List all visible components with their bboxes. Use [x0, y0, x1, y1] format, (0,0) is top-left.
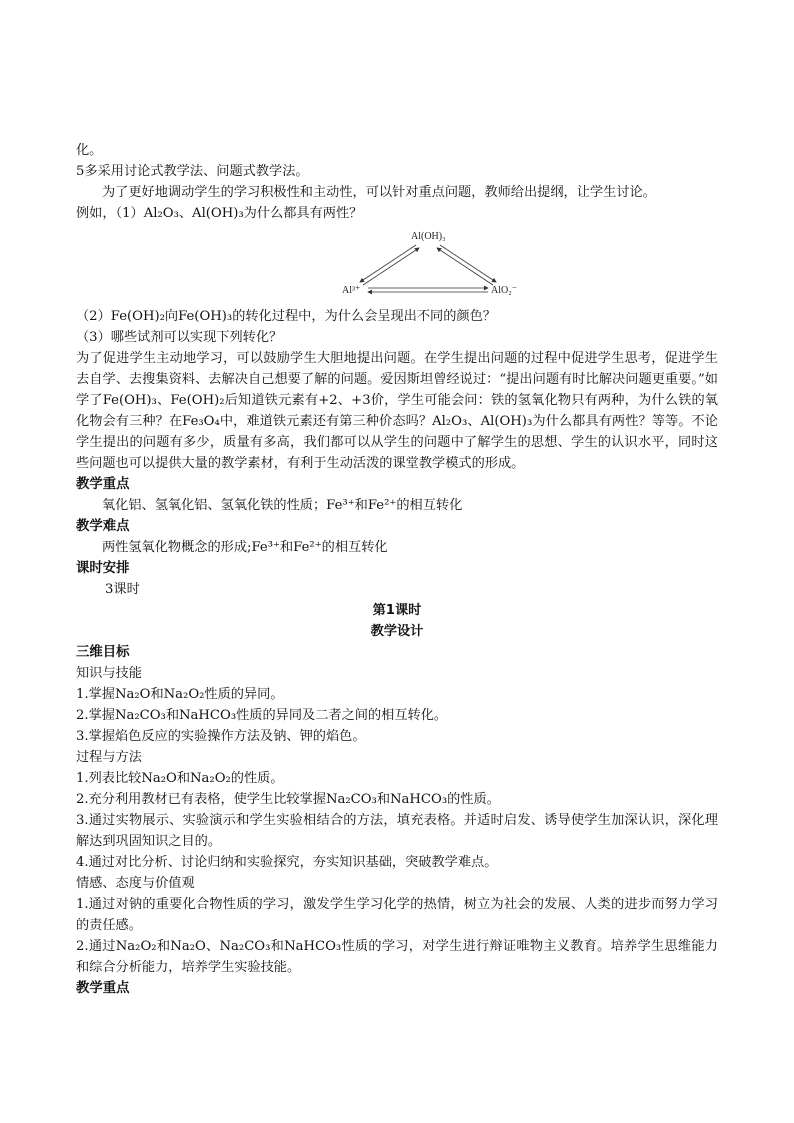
list-item: 3.通过实物展示、实验演示和学生实验相结合的方法，填充表格。并适时启发、诱导使学生加深认识，深化理解达到巩固知识之目的。	[76, 813, 718, 849]
lesson-title: 第1课时	[372, 603, 422, 618]
arrow-aloh3-to-al3	[360, 245, 416, 282]
lesson-subtitle: 教学设计	[370, 624, 424, 639]
question-2: （2）Fe(OH)₂向Fe(OH)₃的转化过程中，为什么会呈现出不同的颜色？	[76, 309, 496, 324]
list-item: 2.充分利用教材已有表格，使学生比较掌握Na₂CO₃和NaHCO₃的性质。	[76, 792, 500, 807]
subsection-heading: 过程与方法	[76, 750, 142, 765]
arrow-al3-to-aloh3	[363, 248, 419, 285]
section-heading: 三维目标	[76, 645, 130, 660]
subsection-heading: 情感、态度与价值观	[76, 876, 195, 891]
list-item: 3.掌握焰色反应的实验操作方法及钠、钾的焰色。	[76, 729, 366, 744]
section-heading: 课时安排	[76, 561, 130, 576]
document-page	[76, 140, 718, 999]
section-heading: 教学重点	[76, 477, 130, 492]
paragraph: 为了促进学生主动地学习，可以鼓励学生大胆地提出问题。在学生提出问题的过程中促进学生思考，促进学生去自学、去搜集资料、去解决自己想要了解的问题。爱因斯坦曾经说过：“提出问题有时比解决问题更重要。”如学了Fe(OH)₃、Fe(OH)₂后知道铁元素有+2、+3价，学生可能会问：铁的氢氧化物只有两种，为什么铁的氧化物会有三种？在Fe₃O₄中，难道铁元素还有第三种价态吗？Al₂O₃、Al(OH)₃为什么都具有两性？等等。不论学生提出的问题有多少，质量有多高，我们都可以从学生的问题中了解学生的思想、学生的认识水平，同时这些问题也可以提供大量的教学素材，有利于生动活泼的课堂教学模式的形成。	[76, 351, 718, 471]
text-line: 两性氢氧化物概念的形成;Fe³⁺和Fe²⁺的相互转化	[102, 540, 388, 555]
diagram-label-al3: Al³⁺	[342, 285, 361, 296]
list-item: 1.掌握Na₂O和Na₂O₂性质的异同。	[76, 687, 284, 702]
text-line: 氧化铝、氢氧化铝、氢氧化铁的性质；Fe³⁺和Fe²⁺的相互转化	[102, 498, 463, 513]
text-line: 为了更好地调动学生的学习积极性和主动性，可以针对重点问题，教师给出提纲，让学生讨论。	[102, 185, 656, 200]
list-item: 4.通过对比分析、讨论归纳和实验探究，夯实知识基础，突破教学难点。	[76, 855, 498, 870]
question-3: （3）哪些试剂可以实现下列转化？	[76, 330, 283, 345]
diagram-label-aloh3: Al(OH)₃	[411, 231, 446, 242]
arrow-alo2-to-aloh3	[437, 248, 493, 285]
list-item: 1.通过对钠的重要化合物性质的学习，激发学生学习化学的热情，树立为社会的发展、人类的进步而努力学习的责任感。	[76, 897, 718, 933]
list-item: 2.掌握Na₂CO₃和NaHCO₃性质的异同及二者之间的相互转化。	[76, 708, 448, 723]
section-heading: 教学难点	[76, 519, 130, 534]
section-heading: 教学重点	[76, 981, 130, 996]
list-item: 1.列表比较Na₂O和Na₂O₂的性质。	[76, 771, 284, 786]
text-line: 5多采用讨论式教学法、问题式教学法。	[76, 164, 309, 179]
text-line: 化。	[76, 143, 103, 158]
list-item: 2.通过Na₂O₂和Na₂O、Na₂CO₃和NaHCO₃性质的学习，对学生进行辩证唯物主义教育。培养学生思维能力和综合分析能力，培养学生实验技能。	[76, 939, 718, 975]
diagram-label-alo2: AlO₂⁻	[491, 285, 517, 296]
arrow-aloh3-to-alo2	[440, 245, 496, 282]
conversion-diagram	[76, 226, 718, 306]
subsection-heading: 知识与技能	[76, 666, 142, 681]
question-1: 例如，（1）Al₂O₃、Al(OH)₃为什么都具有两性？	[76, 206, 363, 221]
triangle-diagram-svg	[338, 226, 538, 306]
text-line: 3课时	[105, 582, 140, 597]
